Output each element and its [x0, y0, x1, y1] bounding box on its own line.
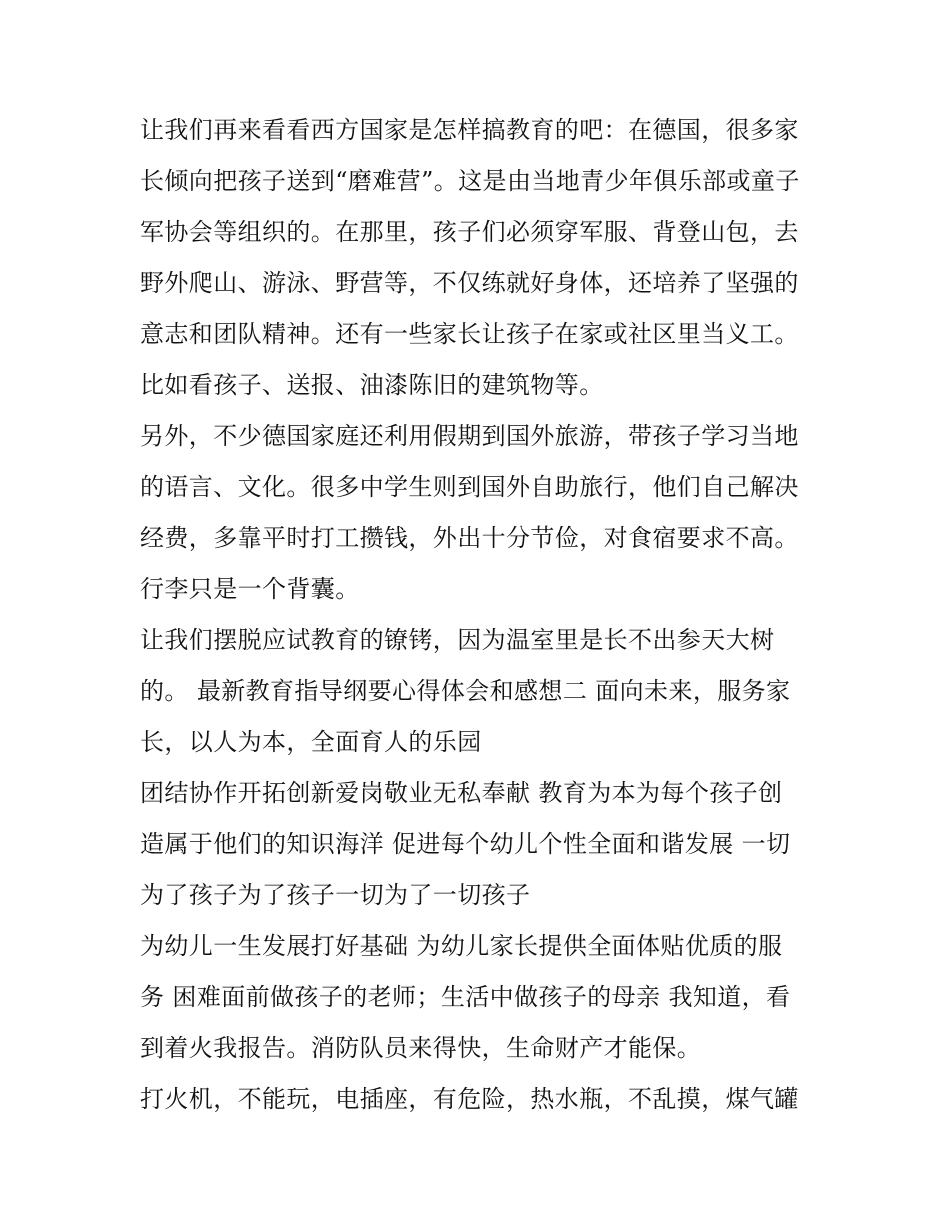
- text-line: 团结协作开拓创新爱岗敬业无私奉献 教育为本为每个孩子创: [140, 779, 783, 807]
- text-line: 比如看孩子、送报、油漆陈旧的建筑物等。: [140, 371, 604, 399]
- text-line: 长倾向把孩子送到“磨难营”。这是由当地青少年俱乐部或童子: [140, 167, 800, 195]
- text-line: 长，以人为本，全面育人的乐园: [140, 728, 482, 756]
- text-line: 让我们摆脱应试教育的镣铐，因为温室里是长不出参天大树: [140, 626, 775, 654]
- text-line: 到着火我报告。消防队员来得快，生命财产才能保。: [140, 1034, 702, 1062]
- paragraph-travel-abroad: [140, 414, 820, 618]
- paragraph-safety-rhyme: [140, 1077, 820, 1128]
- paragraph-teamwork-slogans: [140, 771, 820, 924]
- paragraph-germany-hardship-camp: [140, 108, 820, 414]
- document-body: [140, 108, 820, 1128]
- text-line: 意志和团队精神。还有一些家长让孩子在家或社区里当义工。: [140, 320, 799, 348]
- text-line: 让我们再来看看西方国家是怎样搞教育的吧：在德国，很多家: [140, 116, 799, 144]
- text-line: 务 困难面前做孩子的老师；生活中做孩子的母亲 我知道，看: [140, 983, 791, 1011]
- text-line: 军协会等组织的。在那里，孩子们必须穿军服、背登山包，去: [140, 218, 799, 246]
- text-line: 经费，多靠平时打工攒钱，外出十分节俭，对食宿要求不高。: [140, 524, 799, 552]
- text-line: 的语言、文化。很多中学生则到国外自助旅行，他们自己解决: [140, 473, 799, 501]
- text-line: 造属于他们的知识海洋 促进每个幼儿个性全面和谐发展 一切: [140, 830, 791, 858]
- text-line: 为了孩子为了孩子一切为了一切孩子: [140, 881, 531, 909]
- text-line: 行李只是一个背囊。: [140, 575, 360, 603]
- text-line: 为幼儿一生发展打好基础 为幼儿家长提供全面体贴优质的服: [140, 932, 783, 960]
- paragraph-child-development: [140, 924, 820, 1077]
- text-line: 的。 最新教育指导纲要心得体会和感想二 面向未来，服务家: [140, 677, 791, 705]
- text-line: 野外爬山、游泳、野营等，不仅练就好身体，还培养了坚强的: [140, 269, 799, 297]
- text-line: 打火机，不能玩，电插座，有危险，热水瓶，不乱摸，煤气罐: [140, 1085, 799, 1113]
- text-line: 另外，不少德国家庭还利用假期到国外旅游，带孩子学习当地: [140, 422, 799, 450]
- paragraph-exam-shackles: [140, 618, 820, 771]
